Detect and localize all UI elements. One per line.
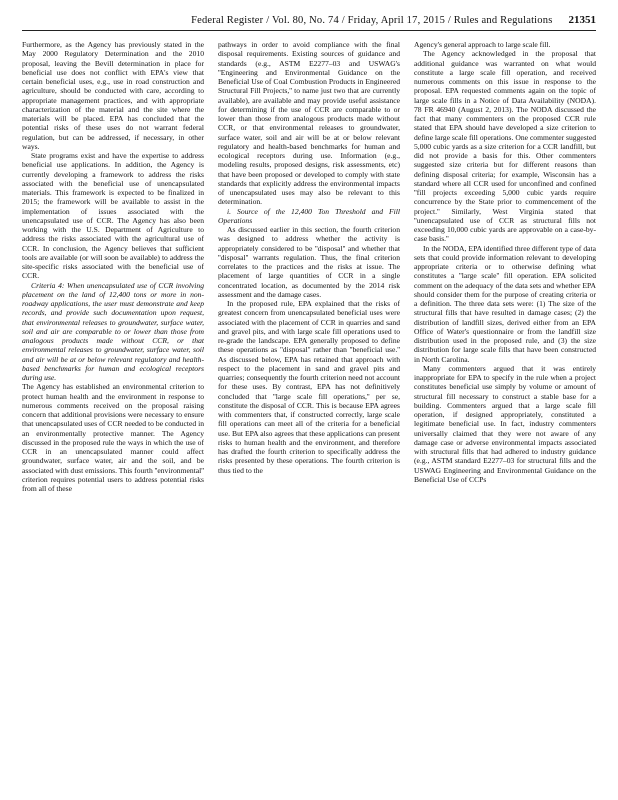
- criteria-heading: Criteria 4: When unencapsulated use of CCR involving placement on the land of 12,400 tons or more in non-roadway applications, the user must demonstrate and keep records, and provide such documentation upon request, that environmental releases to groundwater, surface water, soil and air are comparable to or lower than those from analogous products made without CCR, or that environmental releases to groundwater, surface water, soil and air will be at or below relevant regulatory and health-based benchmarks for human and ecological receptors during use.: [22, 280, 204, 382]
- paragraph: The Agency acknowledged in the proposal that additional guidance was warranted on what would constitute a large scale fill operation, and received numerous comments on this issue in response to the proposal. EPA requested comments again on the topic of large scale fills in a Notice of Data Availability (NODA). 78 FR 46940 (August 2, 2013). The NODA discussed the fact that many commenters on the proposed CCR rule stated that EPA should have developed a size criterion to define large scale fill operations. One commenter suggested 5,000 cubic yards as a size criterion for a CCR landfill, but did not provide a basis for this. Other commenters suggested size criteria but for different reasons than defining disposal criteria; for example, Wisconsin has a standard where all CCR used for unconfined and confined ''fill projects exceeding 5,000 cubic yards require concurrence by the State prior to commencement of the project.'' Similarly, West Virginia stated that ''unencapsulated use of CCR as structural fills not exceeding 10,000 cubic yards are approvable on a case-by-case basis.'': [414, 49, 596, 244]
- column-left: [22, 40, 204, 792]
- page-number: 21351: [568, 14, 596, 26]
- column-right: [414, 40, 596, 792]
- paragraph: Furthermore, as the Agency has previously stated in the May 2000 Regulatory Determination and the 2010 proposal, leaving the Bevill determination in place for beneficial use does not conflict with EPA's view that certain beneficial uses, e.g., use in road construction and agriculture, should be conducted with care, according to appropriate management practices, and with appropriate characterization of the material and the site where the materials will be placed. EPA has concluded that the potential risks of these uses do not warrant federal regulation, but can be addressed, if necessary, in other ways.: [22, 40, 204, 151]
- paragraph: Agency's general approach to large scale fill.: [414, 40, 551, 49]
- column-middle: [218, 40, 400, 792]
- section-heading: i. Source of the 12,400 Ton Threshold and Fill Operations: [218, 206, 400, 225]
- paragraph: Many commenters argued that it was entirely inappropriate for EPA to specify in the rule when a project constitutes beneficial use simply by volume or amount of structural fill necessary to construct a stable base for a building. Commenters argued that a large scale fill operation, if designed appropriately, constituted a legitimate beneficial use. In fact, industry commenters universally claimed that they were not aware of any damage case or adverse environmental impacts associated with structural fills that had adhered to industry guidance (e.g., ASTM standard E2277–03 for structural fills and the USWAG Engineering and Environmental Guidance on the Beneficial Use of CCPs: [414, 363, 596, 484]
- text-columns: [22, 40, 596, 792]
- paragraph: In the proposed rule, EPA explained that the risks of greatest concern from unencapsulated beneficial uses were associated with the placement of CCR in quarries and sand and gravel pits, and with large scale fill operations used to re-grade the landscape. EPA generally proposed to define these operations as ''disposal'' rather than ''beneficial use.'' As discussed below, EPA has retained that approach with respect to the placement in sand and gravel pits and quarries; consequently the fourth criterion need not account for these uses. By contrast, EPA has not definitively concluded that ''large scale fill operations,'' per se, constitute the disposal of CCR. This is because EPA agrees with commenters that, if constructed correctly, large scale fill operations can meet all of the criteria for a beneficial use. But EPA also agrees that these applications can present risks to human health and the environment, and therefore has drafted the fourth criterion to specifically address the risks presented by these operations. The fourth criterion is thus tied to the: [218, 299, 400, 475]
- page-header: [22, 6, 596, 26]
- header-rule: [22, 30, 596, 31]
- paragraph: In the NODA, EPA identified three different type of data sets that could provide information relevant to developing appropriate criteria or to otherwise defining what constitutes a ''large scale'' fill operation. EPA solicited comment on the adequacy of the data sets and whether EPA should consider them for the purpose of creating criteria or a definition. The three data sets were: (1) The size of the structural fills that have resulted in damage cases; (2) the distribution of landfill sizes, derived either from an EPA Office of Water's questionnaire or from the landfill size distribution used in the proposed rule, and (3) the size distribution for large scale fills that have been constructed in North Carolina.: [414, 243, 596, 364]
- running-header: Federal Register / Vol. 80, No. 74 / Friday, April 17, 2015 / Rules and Regulations: [191, 15, 553, 26]
- paragraph: pathways in order to avoid compliance with the final disposal requirements. Existing sources of guidance and standards (e.g., ASTM E2277–03 and USWAG's ''Engineering and Environmental Guidance on the Beneficial Use of Coal Combustion Products in Engineered Structural Fill Projects,'' to name just two that are currently available), are available and may provide useful assistance for determining if the use of CCR are comparable to or lower than those from analogous products made without CCR, or that environmental releases to groundwater, surface water, soil and air will be at or below relevant regulatory and health-based benchmarks for human and ecological receptors during use. Information (e.g., modeling results, proposed designs, risk assessments, etc) that have been proposed or developed to comply with state standards that explicitly address the environmental impacts of unencapsulated uses may also be relevant to this determination.: [218, 40, 400, 207]
- paragraph: As discussed earlier in this section, the fourth criterion was designed to address whether the activity is appropriately considered to be ''disposal'' and whether that ''disposal'' warrants regulation. Thus, the final criterion correlates to the practices and the risks at issue. The placement of large quantities of CCR in a single concentrated location, as documented by the 2014 risk assessment and the damage cases.: [218, 225, 400, 299]
- paragraph: State programs exist and have the expertise to address beneficial use applications. In addition, the Agency is currently developing a framework to address the risks associated with the beneficial use of unencapsulated materials. This framework is expected to be finalized in 2015; the framework will be available to assist in the implementation of issues associated with the unencapsulated use of CCR. The Agency has also been working with the U.S. Department of Agriculture to address the risks associated with the agricultural use of CCR. In conclusion, the Agency believes that sufficient tools are available (or will soon be available) to address the site-specific risks associated with the beneficial use of CCR.: [22, 151, 204, 281]
- paragraph: The Agency has established an environmental criterion to protect human health and the environment in response to numerous comments received on the proposal raising concern that additional provisions were necessary to ensure that unencapsulated uses of CCR needed to be conducted in an environmentally protective manner. The Agency discussed in the proposed rule the ways in which the use of CCR in an unencapsulated manner could affect groundwater, surface water, air and the soil, and be associated with dust emissions. This fourth ''environmental'' criterion requires potential users to address potential risks from all of these: [22, 382, 204, 493]
